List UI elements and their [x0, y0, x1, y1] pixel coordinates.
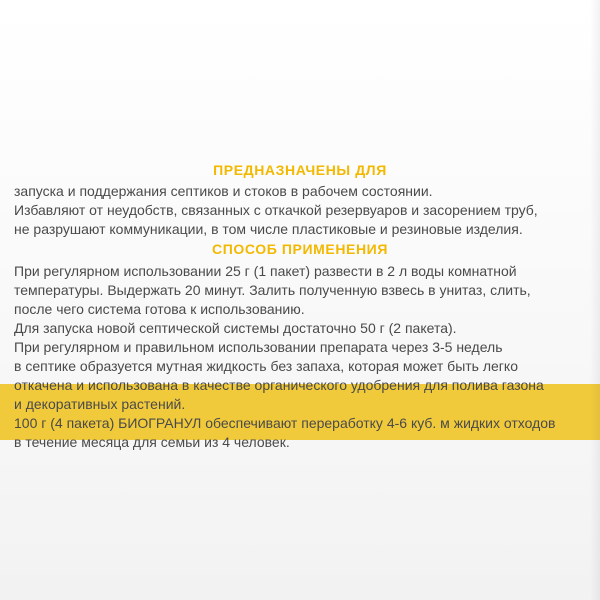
text-line: температуры. Выдержать 20 минут. Залить полученную взвесь в унитаз, слить, — [14, 282, 531, 298]
text-line: не разрушают коммуникации, в том числе пластиковые и резиновые изделия. — [14, 221, 523, 237]
text-line: в септике образуется мутная жидкость без запаха, которая может быть легко — [14, 358, 518, 374]
text-line: При регулярном использовании 25 г (1 пакет) развести в 2 л воды комнатной — [14, 263, 517, 279]
text-line: в течение месяца для семьи из 4 человек. — [14, 434, 290, 450]
text-line: При регулярном и правильном использовании препарата через 3-5 недель — [14, 339, 503, 355]
text-line: откачена и использована в качестве органического удобрения для полива газона — [14, 377, 544, 393]
section-title-purpose: ПРЕДНАЗНАЧЕНЫ ДЛЯ — [213, 162, 387, 178]
text-line: Для запуска новой септической системы достаточно 50 г (2 пакета). — [14, 320, 457, 336]
text-line: Избавляют от неудобств, связанных с откачкой резервуаров и засорением труб, — [14, 202, 538, 218]
text-line: запуска и поддержания септиков и стоков в рабочем состоянии. — [14, 183, 433, 199]
text-line: после чего система готова к использованию. — [14, 301, 305, 317]
text-line: 100 г (4 пакета) БИОГРАНУЛ обеспечивают переработку 4-6 куб. м жидких отходов — [14, 415, 556, 431]
section-title-usage: СПОСОБ ПРИМЕНЕНИЯ — [211, 241, 388, 257]
text-line: и декоративных растений. — [14, 396, 186, 412]
